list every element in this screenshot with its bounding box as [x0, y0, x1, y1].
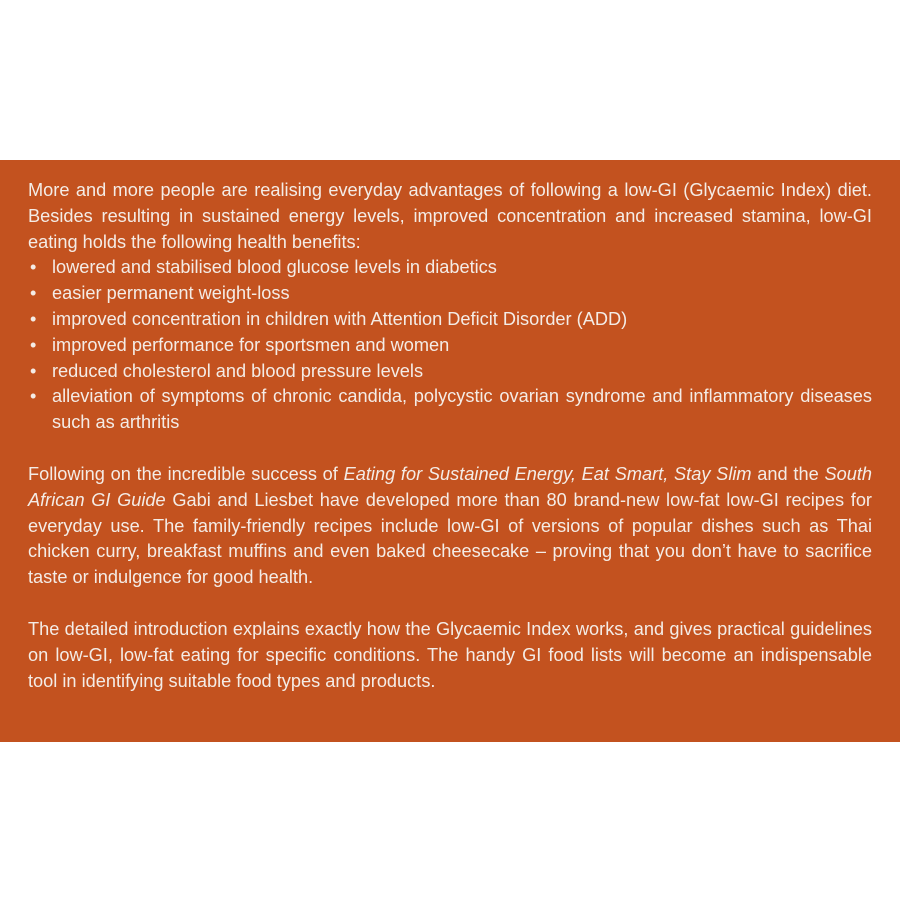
orange-text-panel [0, 160, 900, 742]
bullet-icon: • [30, 283, 37, 304]
paragraph-spacer [28, 591, 872, 617]
bullet-icon: • [30, 308, 37, 329]
list-item: • easier permanent weight-loss [28, 281, 872, 307]
book-title-1: Eating for Sustained Energy, Eat Smart, Stay Slim [343, 463, 752, 484]
list-item: • lowered and stabilised blood glucose levels in diabetics [28, 255, 872, 281]
bullet-icon: • [30, 257, 37, 278]
introduction-paragraph: The detailed introduction explains exactly how the Glycaemic Index works, and gives practical guidelines on low-GI, low-fat eating for specific conditions. The handy GI food lists will become an indispensable tool in identifying suitable food types and products. [28, 618, 872, 691]
bullet-icon: • [30, 334, 37, 355]
bullet-icon: • [30, 386, 37, 407]
list-item: • improved performance for sportsmen and women [28, 333, 872, 359]
benefits-list [28, 255, 872, 436]
list-item: • improved concentration in children with Attention Deficit Disorder (ADD) [28, 307, 872, 333]
list-item: • alleviation of symptoms of chronic candida, polycystic ovarian syndrome and inflammatory diseases such as arthritis [30, 386, 872, 433]
list-item: • reduced cholesterol and blood pressure levels [28, 359, 872, 385]
bullet-icon: • [30, 360, 37, 381]
recipes-paragraph: Following on the incredible success of Eating for Sustained Energy, Eat Smart, Stay Slim and the South African GI Guide Gabi and Liesbet have developed more than 80 brand-new low-fat low-GI recipes for everyday use. The family-friendly recipes include low-GI of versions of popular dishes such as Thai chicken curry, breakfast muffins and even baked cheesecake – proving that you don’t have to sacrifice taste or indulgence for good health. [28, 463, 872, 588]
intro-paragraph: More and more people are realising everyday advantages of following a low-GI (Glycaemic Index) diet. Besides resulting in sustained energy levels, improved concentration and increased stamina, low-GI eating holds the following health benefits: [28, 180, 872, 252]
book-title-2: South African GI Guide [28, 463, 872, 510]
paragraph-spacer [28, 436, 872, 462]
